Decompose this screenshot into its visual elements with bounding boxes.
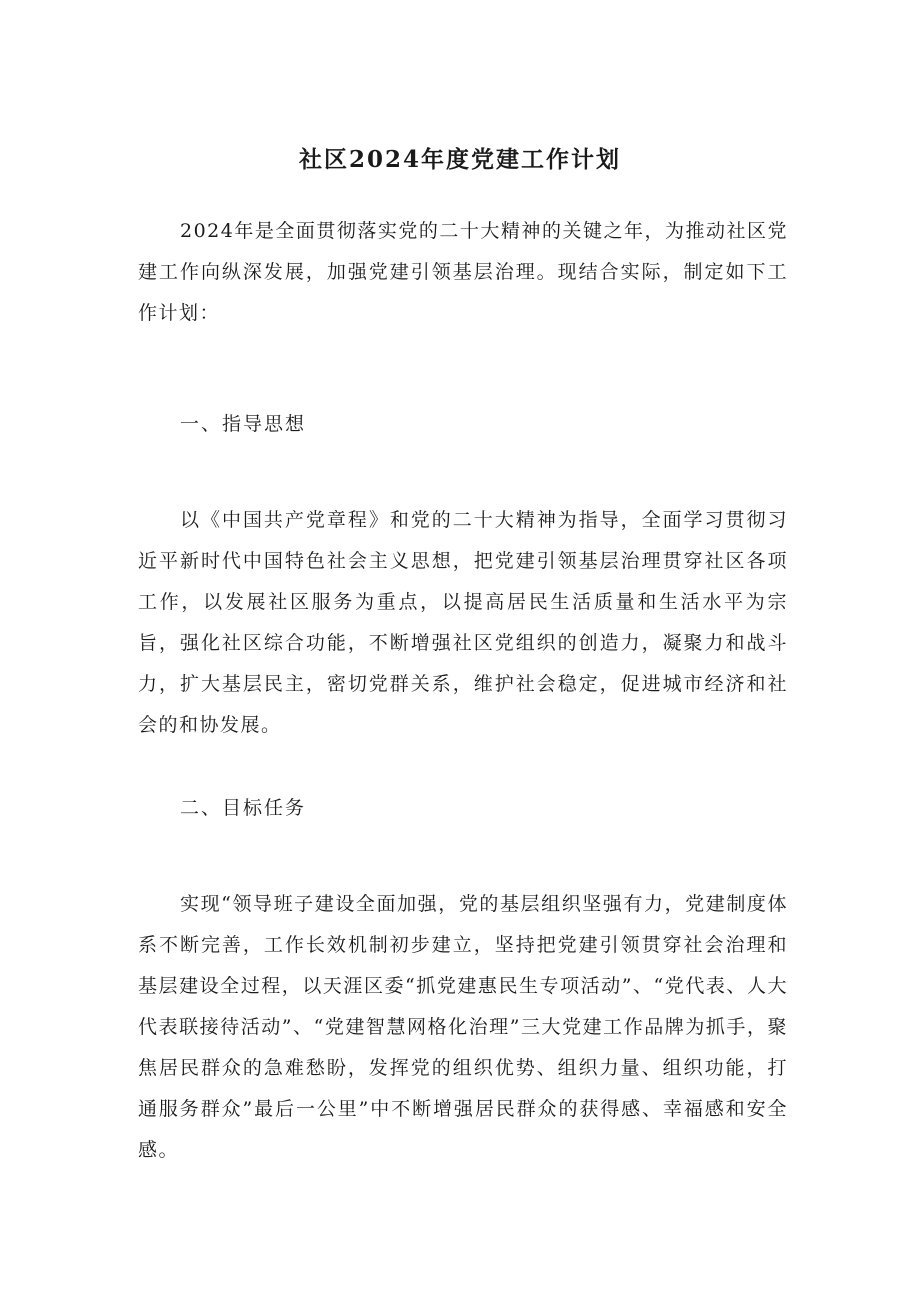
- document-title: 社区2024年度党建工作计划: [298, 146, 621, 173]
- section-heading-guiding-ideology: 一、指导思想: [180, 413, 307, 435]
- section-heading-goals-tasks: 二、目标任务: [180, 797, 307, 819]
- section-body-goals-tasks: 实现“领导班子建设全面加强，党的基层组织坚强有力，党建制度体系不断完善，工作长效机制初步建立，坚持把党建引领贯穿社会治理和基层建设全过程，以天涯区委“抓党建惠民生专项活动”、“党代表、人大代表联接待活动”、“党建智慧网格化治理”三大党建工作品牌为抓手，聚焦居民群众的急难愁盼，发挥党的组织优势、组织力量、组织功能，打通服务群众”最后一公里”中不断增强居民群众的获得感、幸福感和安全感。: [138, 893, 788, 1161]
- section-body-guiding-ideology: 以《中国共产党章程》和党的二十大精神为指导，全面学习贯彻习近平新时代中国特色社会主义思想，把党建引领基层治理贯穿社区各项工作，以发展社区服务为重点，以提高居民生活质量和生活水平为宗旨，强化社区综合功能，不断增强社区党组织的创造力，凝聚力和战斗力，扩大基层民主，密切党群关系，维护社会稳定，促进城市经济和社会的和协发展。: [138, 509, 788, 736]
- intro-paragraph: 2024年是全面贯彻落实党的二十大精神的关键之年，为推动社区党建工作向纵深发展，加强党建引领基层治理。现结合实际，制定如下工作计划：: [138, 220, 788, 324]
